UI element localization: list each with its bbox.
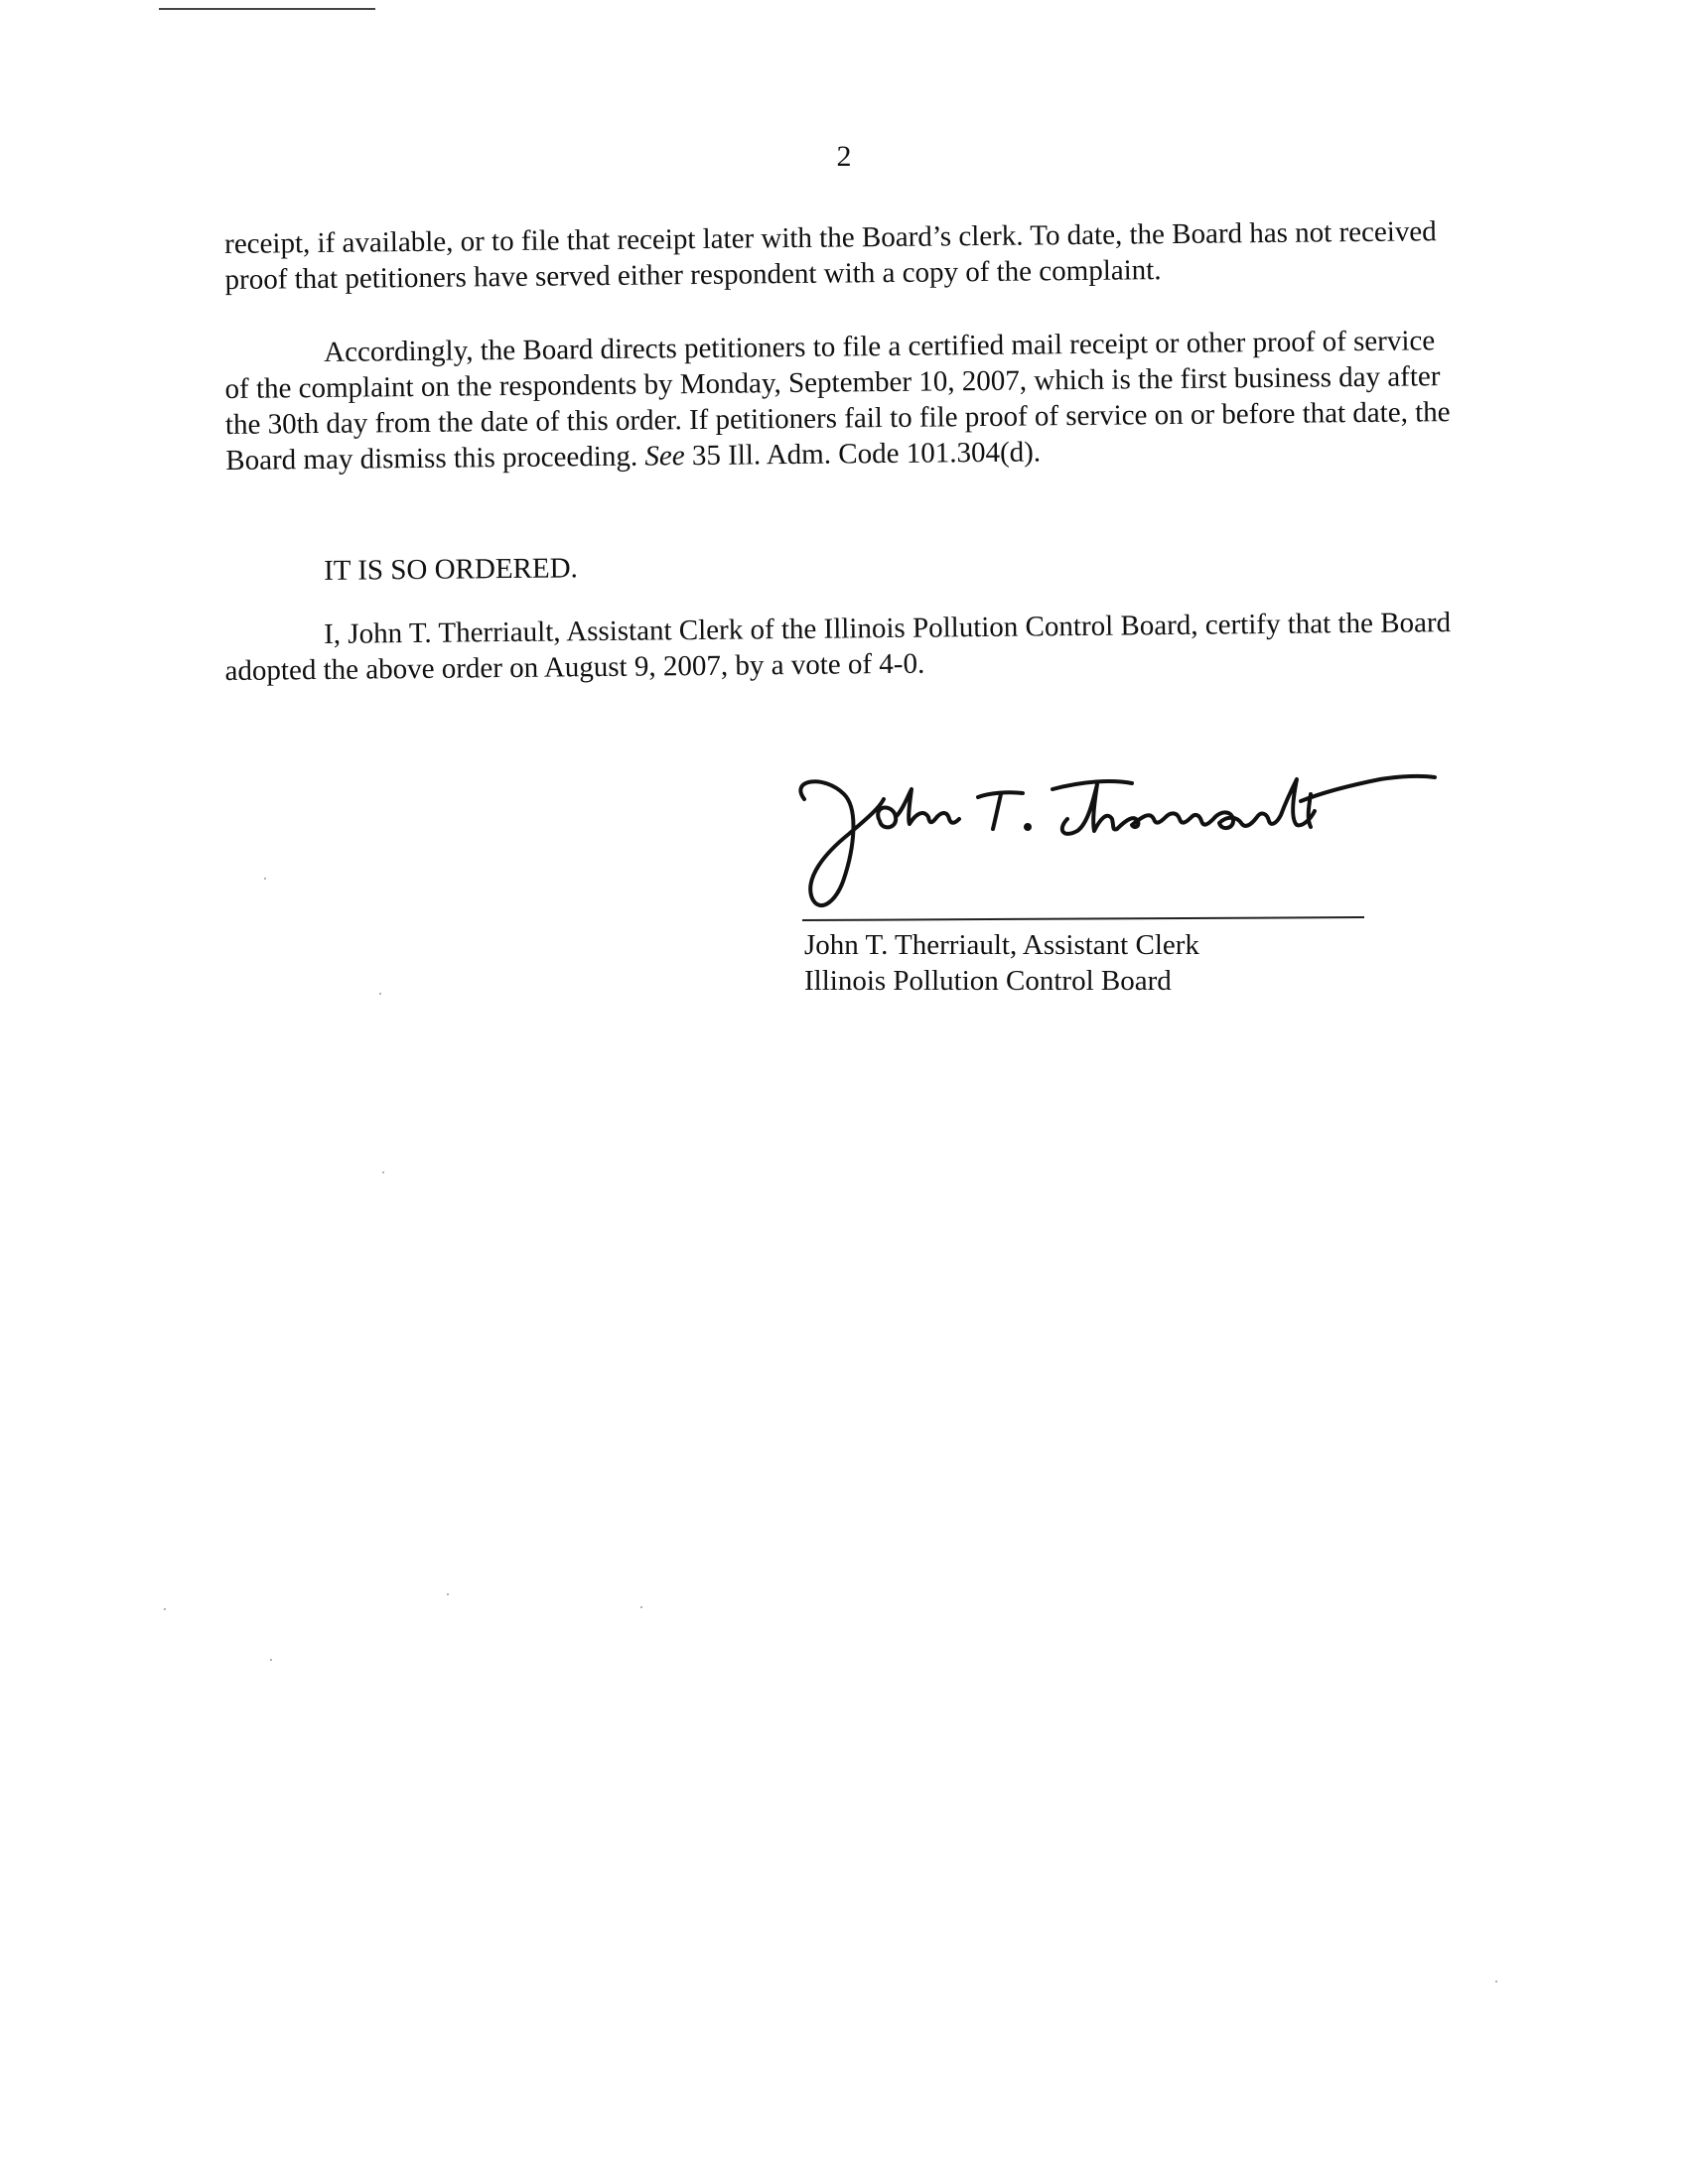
page-number: 2	[836, 140, 852, 173]
paragraph-receipt-text: receipt, if available, or to file that receipt later with the Board’s clerk. To date, the Board has not received proof that petitioners have served either respondent with a copy of the complaint.	[224, 215, 1437, 296]
signer-name-title: John T. Therriault, Assistant Clerk	[804, 929, 1199, 961]
signature-block	[804, 927, 1199, 999]
scan-speck	[270, 1659, 272, 1661]
scan-speck	[264, 878, 266, 880]
paragraph-ordered	[224, 541, 1466, 590]
paragraph-certification	[224, 605, 1467, 689]
see-citation-signal: See	[644, 440, 685, 473]
scan-speck	[379, 993, 381, 995]
scan-speck	[1495, 1980, 1497, 1982]
scan-speck	[640, 1606, 642, 1608]
top-rule	[159, 8, 375, 10]
scan-speck	[447, 1593, 449, 1595]
paragraph-directive	[224, 323, 1467, 478]
scan-speck	[382, 1171, 384, 1173]
directive-text: Accordingly, the Board directs petitioners to file a certified mail receipt or other proof of service of the complaint on the respondents by Monday, September 10, 2007, which is the first business day after the 30th day from the date of this order. If petitioners fail to file proof of service on or before that date, the Board may dismiss this proceeding.	[224, 325, 1451, 477]
handwritten-signature	[784, 750, 1440, 918]
certification-text: I, John T. Therriault, Assistant Clerk of the Illinois Pollution Control Board, certify that the Board adopted the above order on August 9, 2007, by a vote of 4-0.	[224, 607, 1452, 687]
scan-speck	[164, 1608, 166, 1610]
citation-text: 35 Ill. Adm. Code 101.304(d).	[684, 436, 1042, 473]
ordered-text: IT IS SO ORDERED.	[324, 552, 578, 587]
paragraph-directive-text	[224, 323, 1467, 478]
signer-organization: Illinois Pollution Control Board	[804, 965, 1172, 997]
paragraph-receipt	[224, 213, 1467, 298]
